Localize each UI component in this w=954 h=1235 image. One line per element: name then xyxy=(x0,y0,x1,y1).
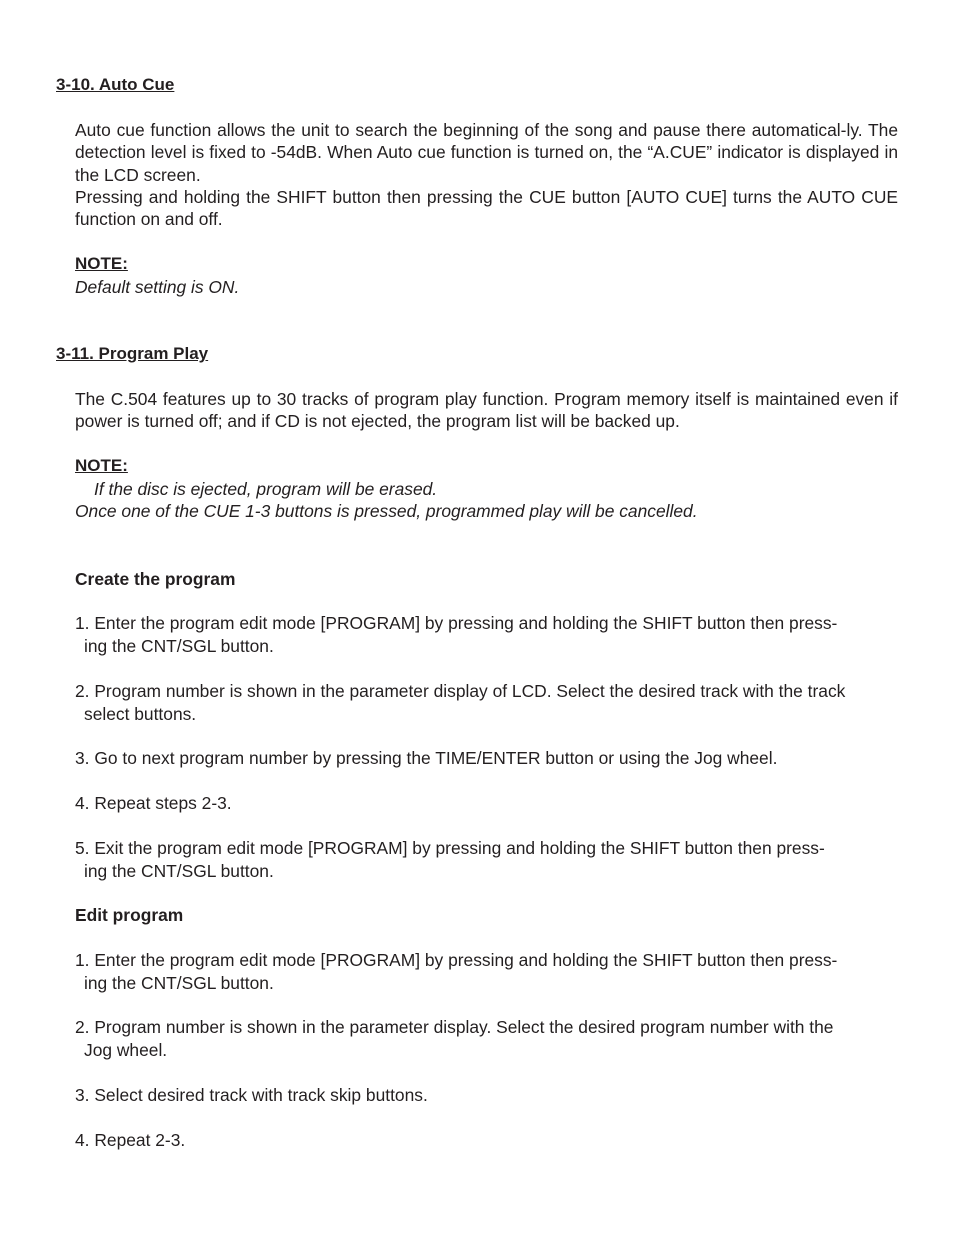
create-step-line: 5. Exit the program edit mode [PROGRAM] by pressing and holding the SHIFT button then press- xyxy=(75,838,825,858)
section-heading-auto-cue: 3-10. Auto Cue xyxy=(56,75,175,94)
edit-step xyxy=(75,1084,898,1107)
subheading-edit-program: Edit program xyxy=(75,905,184,925)
note-disc-ejected: If the disc is ejected, program will be erased. xyxy=(94,479,438,499)
edit-step-line: 3. Select desired track with track skip buttons. xyxy=(75,1085,428,1105)
create-step-line: 1. Enter the program edit mode [PROGRAM] by pressing and holding the SHIFT button then press- xyxy=(75,613,838,633)
program-play-description: The C.504 features up to 30 tracks of program play function. Program memory itself is maintained even if power is turned off; and if CD is not ejected, the program list will be backed up. xyxy=(75,389,898,432)
edit-step xyxy=(75,1129,898,1152)
edit-step-continuation: ing the CNT/SGL button. xyxy=(84,972,274,993)
create-step-line: 4. Repeat steps 2-3. xyxy=(75,793,232,813)
create-step xyxy=(75,612,898,657)
edit-step-line: 2. Program number is shown in the parameter display. Select the desired program number with the xyxy=(75,1017,834,1037)
create-step xyxy=(75,792,898,815)
auto-cue-shift-instruction: Pressing and holding the SHIFT button then pressing the CUE button [AUTO CUE] turns the AUTO CUE function on and off. xyxy=(75,187,898,230)
note-label: NOTE: xyxy=(75,456,128,475)
create-step-line: 2. Program number is shown in the parameter display of LCD. Select the desired track with the track xyxy=(75,681,846,701)
create-step-continuation: select buttons. xyxy=(84,703,197,724)
create-step xyxy=(75,747,898,770)
create-step-continuation: ing the CNT/SGL button. xyxy=(84,635,274,656)
note-cue-cancel: Once one of the CUE 1-3 buttons is pressed, programmed play will be cancelled. xyxy=(75,501,698,521)
edit-step xyxy=(75,1016,898,1061)
edit-step-continuation: Jog wheel. xyxy=(84,1039,168,1060)
note-label: NOTE: xyxy=(75,254,128,273)
create-step xyxy=(75,680,898,725)
create-step xyxy=(75,837,898,882)
edit-step xyxy=(75,949,898,994)
auto-cue-description xyxy=(75,119,898,186)
section-heading-program-play: 3-11. Program Play xyxy=(56,344,209,363)
edit-step-line: 1. Enter the program edit mode [PROGRAM] by pressing and holding the SHIFT button then press- xyxy=(75,950,838,970)
subheading-create-program: Create the program xyxy=(75,569,236,589)
create-step-line: 3. Go to next program number by pressing the TIME/ENTER button or using the Jog wheel. xyxy=(75,748,778,768)
note-default-setting: Default setting is ON. xyxy=(75,277,240,297)
auto-cue-description-text: Auto cue function allows the unit to search the beginning of the song and pause there automatical-ly. The detection level is fixed to -54dB. When Auto cue function is turned on, the “A.CUE” indicator is displayed in the LCD screen. xyxy=(75,120,898,185)
create-step-continuation: ing the CNT/SGL button. xyxy=(84,860,274,881)
edit-step-line: 4. Repeat 2-3. xyxy=(75,1130,186,1150)
